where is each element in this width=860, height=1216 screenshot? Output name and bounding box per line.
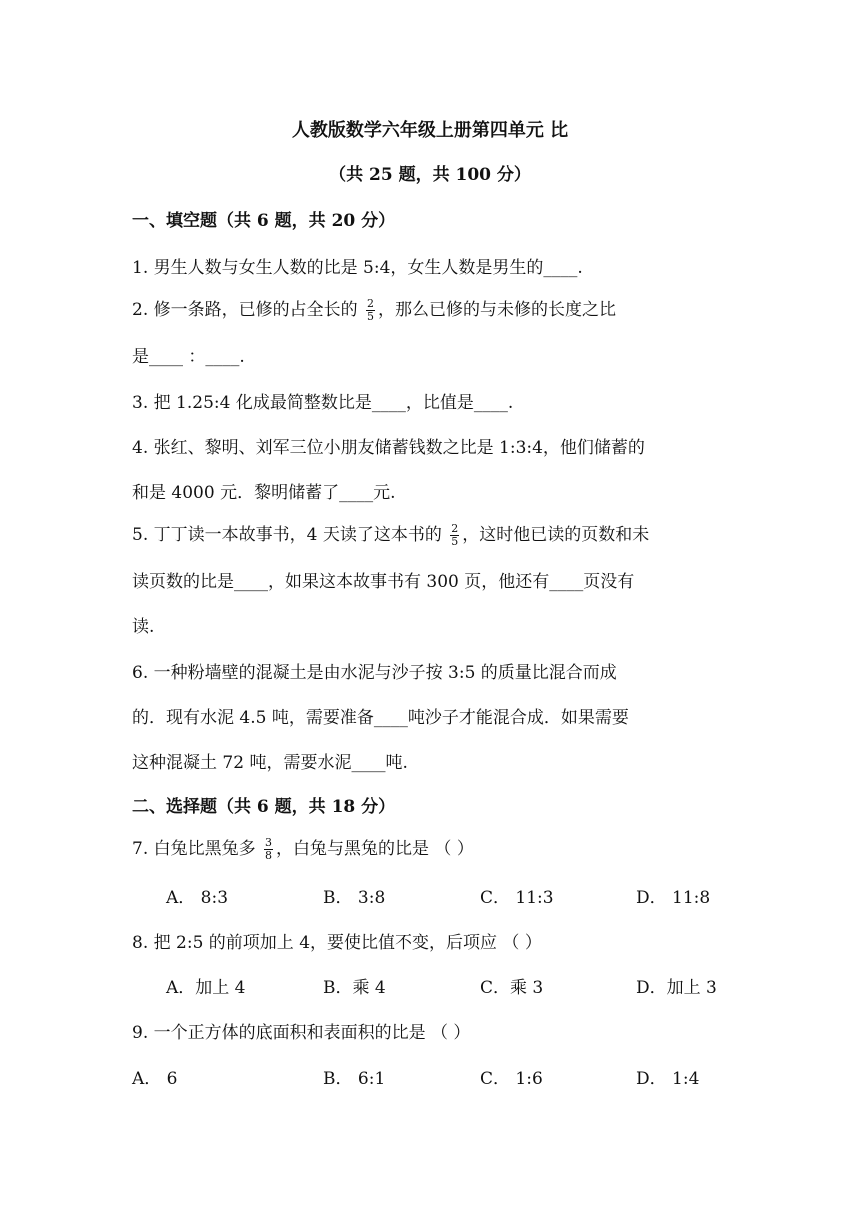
question-5-fraction [450, 523, 459, 548]
question-2-text-b: ，那么已修的与未修的长度之比 [378, 300, 617, 320]
question-7-text-b: ，白兔与黑兔的比是 （ ） [276, 839, 474, 859]
question-5-text-b: ，这时他已读的页数和未 [462, 525, 650, 545]
question-9-option-d[interactable]: D． 1:4 [636, 1069, 700, 1089]
question-8-option-a[interactable]: A．加上 4 [166, 978, 246, 998]
question-7-option-d[interactable]: D． 11:8 [636, 888, 711, 908]
question-8-option-d[interactable]: D．加上 3 [636, 978, 717, 998]
question-7-fraction [264, 837, 273, 862]
section-heading-fill-blank: 一、填空题（共 6 题，共 20 分） [132, 211, 396, 231]
question-2-line-1 [132, 295, 616, 323]
fraction-denominator: 8 [265, 849, 273, 862]
question-8-option-c[interactable]: C．乘 3 [480, 978, 544, 998]
fraction-numerator: 2 [367, 297, 375, 310]
question-2-fraction [366, 298, 375, 323]
question-9-option-c[interactable]: C． 1:6 [480, 1069, 543, 1089]
question-7 [132, 834, 474, 862]
question-5-text-a: 5. 丁丁读一本故事书，4 天读了这本书的 [132, 525, 448, 545]
question-2-line-2: 是____ ：____. [132, 347, 245, 367]
question-7-option-a[interactable]: A． 8:3 [166, 888, 229, 908]
question-3: 3. 把 1.25:4 化成最简整数比是____，比值是____. [132, 393, 514, 413]
question-8-option-b[interactable]: B．乘 4 [323, 978, 386, 998]
question-5-line-3: 读. [132, 617, 155, 637]
question-9-option-b[interactable]: B． 6:1 [323, 1069, 386, 1089]
question-9: 9. 一个正方体的底面积和表面积的比是 （ ） [132, 1023, 471, 1043]
fraction-numerator: 2 [451, 522, 459, 535]
question-6-line-1: 6. 一种粉墙壁的混凝土是由水泥与沙子按 3:5 的质量比混合而成 [132, 663, 617, 683]
question-1: 1. 男生人数与女生人数的比是 5:4，女生人数是男生的____. [132, 258, 583, 278]
fraction-denominator: 5 [451, 535, 459, 548]
question-8: 8. 把 2:5 的前项加上 4，要使比值不变，后项应 （ ） [132, 933, 542, 953]
question-9-option-a[interactable]: A． 6 [132, 1069, 178, 1089]
question-4-line-2: 和是 4000 元．黎明储蓄了____元. [132, 483, 396, 503]
fraction-numerator: 3 [265, 836, 273, 849]
section-heading-multiple-choice: 二、选择题（共 6 题，共 18 分） [132, 797, 396, 817]
question-4-line-1: 4. 张红、黎明、刘军三位小朋友储蓄钱数之比是 1:3:4，他们储蓄的 [132, 438, 645, 458]
question-6-line-3: 这种混凝土 72 吨，需要水泥____吨. [132, 753, 408, 773]
question-7-text-a: 7. 白兔比黑兔多 [132, 839, 262, 859]
question-6-line-2: 的．现有水泥 4.5 吨，需要准备____吨沙子才能混合成．如果需要 [132, 708, 629, 728]
question-7-option-b[interactable]: B． 3:8 [323, 888, 386, 908]
page-title: 人教版数学六年级上册第四单元 比 [291, 120, 569, 141]
question-7-option-c[interactable]: C． 11:3 [480, 888, 554, 908]
page-subtitle: （共 25 题，共 100 分） [329, 165, 531, 185]
question-5-line-1 [132, 520, 649, 548]
question-2-text-a: 2. 修一条路，已修的占全长的 [132, 300, 364, 320]
question-5-line-2: 读页数的比是____，如果这本故事书有 300 页，他还有____页没有 [132, 572, 635, 592]
fraction-denominator: 5 [367, 310, 375, 323]
